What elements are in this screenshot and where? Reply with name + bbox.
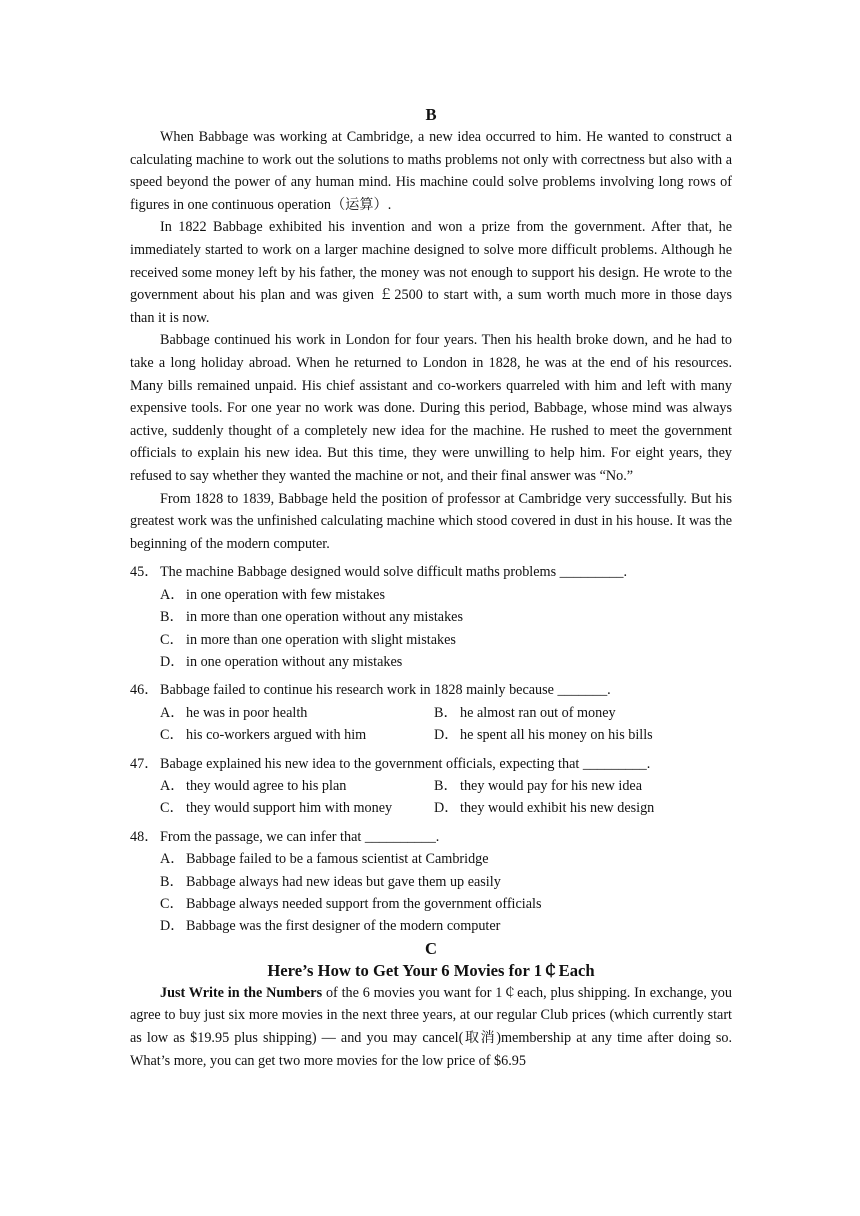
option-letter: A． <box>160 777 185 794</box>
option-letter: C． <box>160 800 184 817</box>
option-letter: C． <box>160 631 184 648</box>
options-list <box>160 584 732 674</box>
option-text: in more than one operation with slight mistakes <box>186 631 456 648</box>
option-text: he spent all his money on his bills <box>460 727 653 744</box>
option-b <box>160 606 732 628</box>
option-c <box>160 797 434 819</box>
options-grid <box>160 702 732 747</box>
option-letter: A． <box>160 851 185 868</box>
question-46 <box>130 679 732 746</box>
question-48 <box>130 826 732 938</box>
lead-bold-text: Just Write in the Numbers <box>160 984 323 1001</box>
question-number: 45． <box>130 564 159 581</box>
option-c <box>160 629 732 651</box>
section-b-heading: B <box>425 105 437 124</box>
question-number: 47． <box>130 755 159 772</box>
question-stem <box>130 753 732 775</box>
question-text: Babbage failed to continue his research work in 1828 mainly because _______. <box>160 682 611 699</box>
passage-b-paragraph-1: When Babbage was working at Cambridge, a new idea occurred to him. He wanted to construct a calculating machine to work out the solutions to maths problems not only with correctness but also with a speed beyond the power of any human mind. His machine could solve problems involving long rows of figures in one continuous operation（运算）. <box>130 129 732 213</box>
question-stem <box>130 561 732 583</box>
option-a <box>160 584 732 606</box>
option-b <box>434 775 734 797</box>
passage-b-paragraph-2: In 1822 Babbage exhibited his invention and won a prize from the government. After that, he immediately started to work on a larger machine designed to solve more difficult problems. Although he received some money left by his father, the money was not enough to support his design. He wrote to the government about his plan and was given ￡2500 to start with, a sum worth much more in those days than it is now. <box>130 219 732 326</box>
question-text: Babage explained his new idea to the government officials, expecting that _________. <box>160 755 651 772</box>
option-text: in one operation with few mistakes <box>186 586 385 603</box>
section-c-title: Here’s How to Get Your 6 Movies for 1￠Each <box>267 960 595 980</box>
option-text: Babbage was the first designer of the modern computer <box>186 918 501 935</box>
option-a <box>160 702 434 724</box>
option-c <box>160 893 732 915</box>
option-letter: B． <box>160 873 184 890</box>
option-c <box>160 724 434 746</box>
option-d <box>434 797 734 819</box>
question-stem <box>130 826 732 848</box>
option-a <box>160 848 732 870</box>
option-b <box>160 871 732 893</box>
option-text: he almost ran out of money <box>460 704 616 721</box>
question-47 <box>130 753 732 820</box>
passage-b-paragraph-3: Babbage continued his work in London for four years. Then his health broke down, and he had to take a long holiday abroad. When he returned to London in 1828, he was at the end of his resources. Many bills remained unpaid. His chief assistant and co-workers quarreled with him and left with many expensive tools. For one year no work was done. During this period, Babbage, whose mind was always active, suddenly thought of a completely new idea for the machine. He rushed to meet the government officials to explain his new idea. But this time, they were unwilling to help him. For eight years, they refused to say whether they wanted the machine or not, and their final answer was “No.” <box>130 332 732 484</box>
option-letter: B． <box>434 777 458 794</box>
option-letter: D． <box>160 653 185 670</box>
option-letter: C． <box>160 895 184 912</box>
options-grid <box>160 775 732 820</box>
option-text: his co-workers argued with him <box>186 727 367 744</box>
question-text: From the passage, we can infer that __________. <box>160 828 440 845</box>
option-d <box>160 651 732 673</box>
options-list <box>160 848 732 938</box>
option-text: Babbage always needed support from the government officials <box>186 895 542 912</box>
option-text: they would exhibit his new design <box>460 800 655 817</box>
option-a <box>160 775 434 797</box>
option-text: in more than one operation without any mistakes <box>186 609 463 626</box>
option-letter: D． <box>434 800 459 817</box>
lead-text: of the 6 movies you want for 1￠each, plus shipping. In exchange, you agree to buy just six more movies in the next three years, at our regular Club prices (which currently start as low as $19.95 plus shipping) — and you may cancel(取消)membership at any time after doing so. What’s more, you can get two more movies for the low price of $6.95 <box>130 984 732 1069</box>
option-text: Babbage always had new ideas but gave them up easily <box>186 873 501 890</box>
option-text: Babbage failed to be a famous scientist at Cambridge <box>186 851 489 868</box>
option-letter: B． <box>160 609 184 626</box>
question-45 <box>130 561 732 673</box>
question-number: 46． <box>130 682 159 699</box>
question-text: The machine Babbage designed would solve difficult maths problems _________. <box>160 564 628 581</box>
question-stem <box>130 679 732 701</box>
option-text: they would support him with money <box>186 800 393 817</box>
option-text: he was in poor health <box>186 704 308 721</box>
passage-b-paragraph-4: From 1828 to 1839, Babbage held the position of professor at Cambridge very successfully. But his greatest work was the unfinished calculating machine which stood covered in dust in his house. It was the beginning of the modern computer. <box>130 490 732 552</box>
option-letter: A． <box>160 586 185 603</box>
passage-c-paragraph-1 <box>130 982 732 1072</box>
option-text: they would agree to his plan <box>186 777 347 794</box>
option-letter: A． <box>160 704 185 721</box>
option-letter: C． <box>160 727 184 744</box>
question-number: 48． <box>130 828 159 845</box>
option-d <box>160 915 732 937</box>
option-letter: D． <box>160 918 185 935</box>
option-text: in one operation without any mistakes <box>186 653 403 670</box>
section-c-heading: C <box>425 938 437 958</box>
option-letter: B． <box>434 704 458 721</box>
option-b <box>434 702 734 724</box>
document-page <box>130 104 732 1072</box>
option-d <box>434 724 734 746</box>
option-text: they would pay for his new idea <box>460 777 643 794</box>
option-letter: D． <box>434 727 459 744</box>
